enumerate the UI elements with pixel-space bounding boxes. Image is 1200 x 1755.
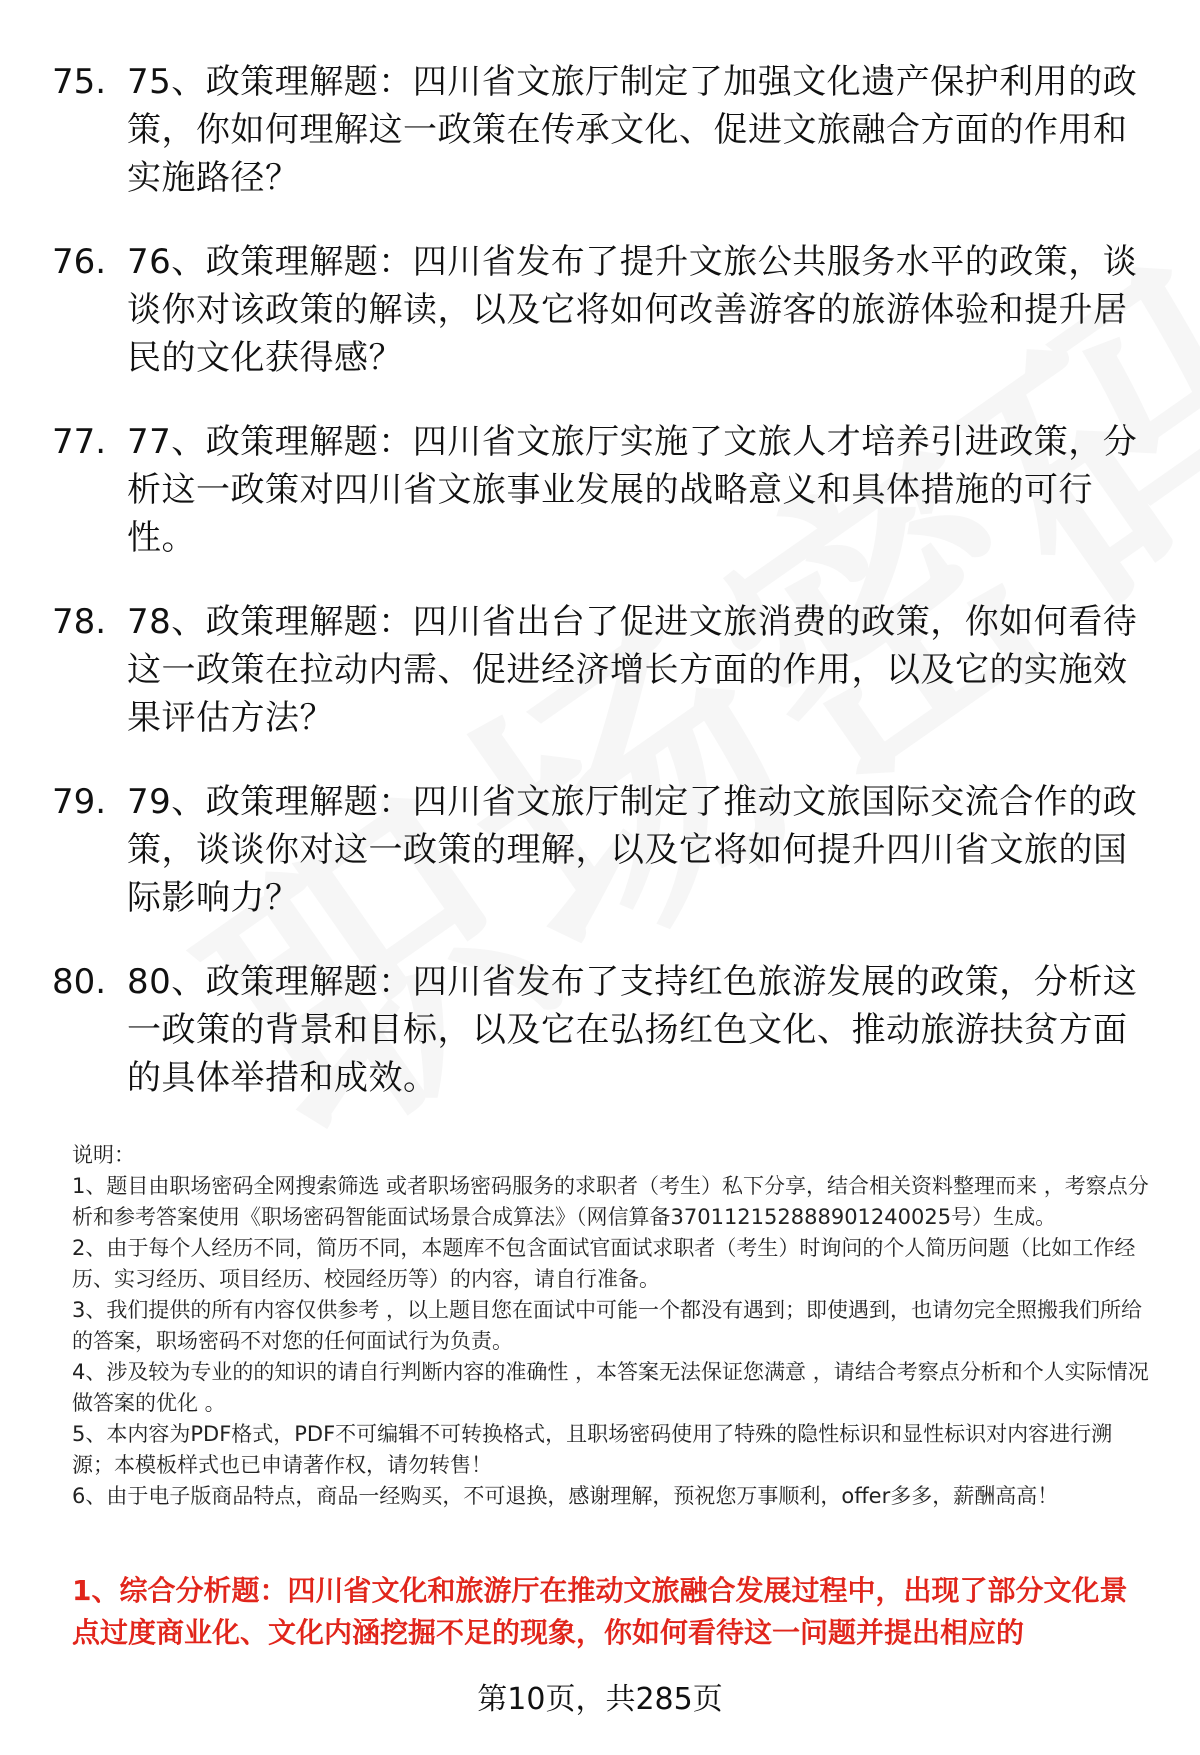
page-footer: 第10页，共285页 <box>477 1682 723 1717</box>
question-list <box>52 58 1152 1138</box>
notes-heading: 说明： <box>72 1143 135 1167</box>
question-text: 79、政策理解题：四川省文旅厅制定了推动文旅国际交流合作的政策，谈谈你对这一政策的理解，以及它将如何提升四川省文旅的国际影响力？ <box>127 782 1138 918</box>
question-number: 79. <box>52 782 107 822</box>
note-item: 5、本内容为PDF格式，PDF不可编辑不可转换格式，且职场密码使用了特殊的隐性标识和显性标识对内容进行溯源；本模板样式也已申请著作权，请勿转售！ <box>72 1422 1113 1477</box>
question-number: 76. <box>52 242 107 282</box>
note-item: 2、由于每个人经历不同，简历不同，本题库不包含面试官面试求职者（考生）时询问的个人简历问题（比如工作经历、实习经历、项目经历、校园经历等）的内容，请自行准备。 <box>72 1236 1136 1291</box>
question-number: 75. <box>52 62 107 102</box>
next-question-heading: 1、综合分析题：四川省文化和旅游厅在推动文旅融合发展过程中，出现了部分文化景点过度商业化、文化内涵挖掘不足的现象，你如何看待这一问题并提出相应的 <box>72 1574 1128 1649</box>
question-item <box>52 418 1152 562</box>
question-text: 77、政策理解题：四川省文旅厅实施了文旅人才培养引进政策，分析这一政策对四川省文旅事业发展的战略意义和具体措施的可行性。 <box>127 422 1138 558</box>
question-item <box>52 778 1152 922</box>
question-item <box>52 598 1152 742</box>
question-item <box>52 958 1152 1102</box>
notes-section <box>72 1140 1152 1512</box>
question-item <box>52 238 1152 382</box>
question-text: 78、政策理解题：四川省出台了促进文旅消费的政策，你如何看待这一政策在拉动内需、促进经济增长方面的作用，以及它的实施效果评估方法？ <box>127 602 1138 738</box>
question-item <box>52 58 1152 202</box>
note-item: 1、题目由职场密码全网搜索筛选 或者职场密码服务的求职者（考生）私下分享，结合相关资料整理而来 ，考察点分析和参考答案使用《职场密码智能面试场景合成算法》（网信算备370112152888901240025号）生成。 <box>72 1174 1149 1229</box>
question-number: 78. <box>52 602 107 642</box>
question-text: 76、政策理解题：四川省发布了提升文旅公共服务水平的政策，谈谈你对该政策的解读，以及它将如何改善游客的旅游体验和提升居民的文化获得感？ <box>127 242 1138 378</box>
question-text: 75、政策理解题：四川省文旅厅制定了加强文化遗产保护利用的政策，你如何理解这一政策在传承文化、促进文旅融合方面的作用和实施路径？ <box>127 62 1138 198</box>
note-item: 6、由于电子版商品特点，商品一经购买，不可退换，感谢理解，预祝您万事顺利，offer多多，薪酬高高！ <box>72 1484 1059 1508</box>
question-number: 77. <box>52 422 107 462</box>
note-item: 3、我们提供的所有内容仅供参考 ，以上题目您在面试中可能一个都没有遇到；即使遇到，也请勿完全照搬我们所给的答案，职场密码不对您的任何面试行为负责。 <box>72 1298 1143 1353</box>
question-text: 80、政策理解题：四川省发布了支持红色旅游发展的政策，分析这一政策的背景和目标，以及它在弘扬红色文化、推动旅游扶贫方面的具体举措和成效。 <box>127 962 1138 1098</box>
note-item: 4、涉及较为专业的的知识的请自行判断内容的准确性 ，本答案无法保证您满意 ，请结合考察点分析和个人实际情况做答案的优化 。 <box>72 1360 1149 1415</box>
question-number: 80. <box>52 962 107 1002</box>
